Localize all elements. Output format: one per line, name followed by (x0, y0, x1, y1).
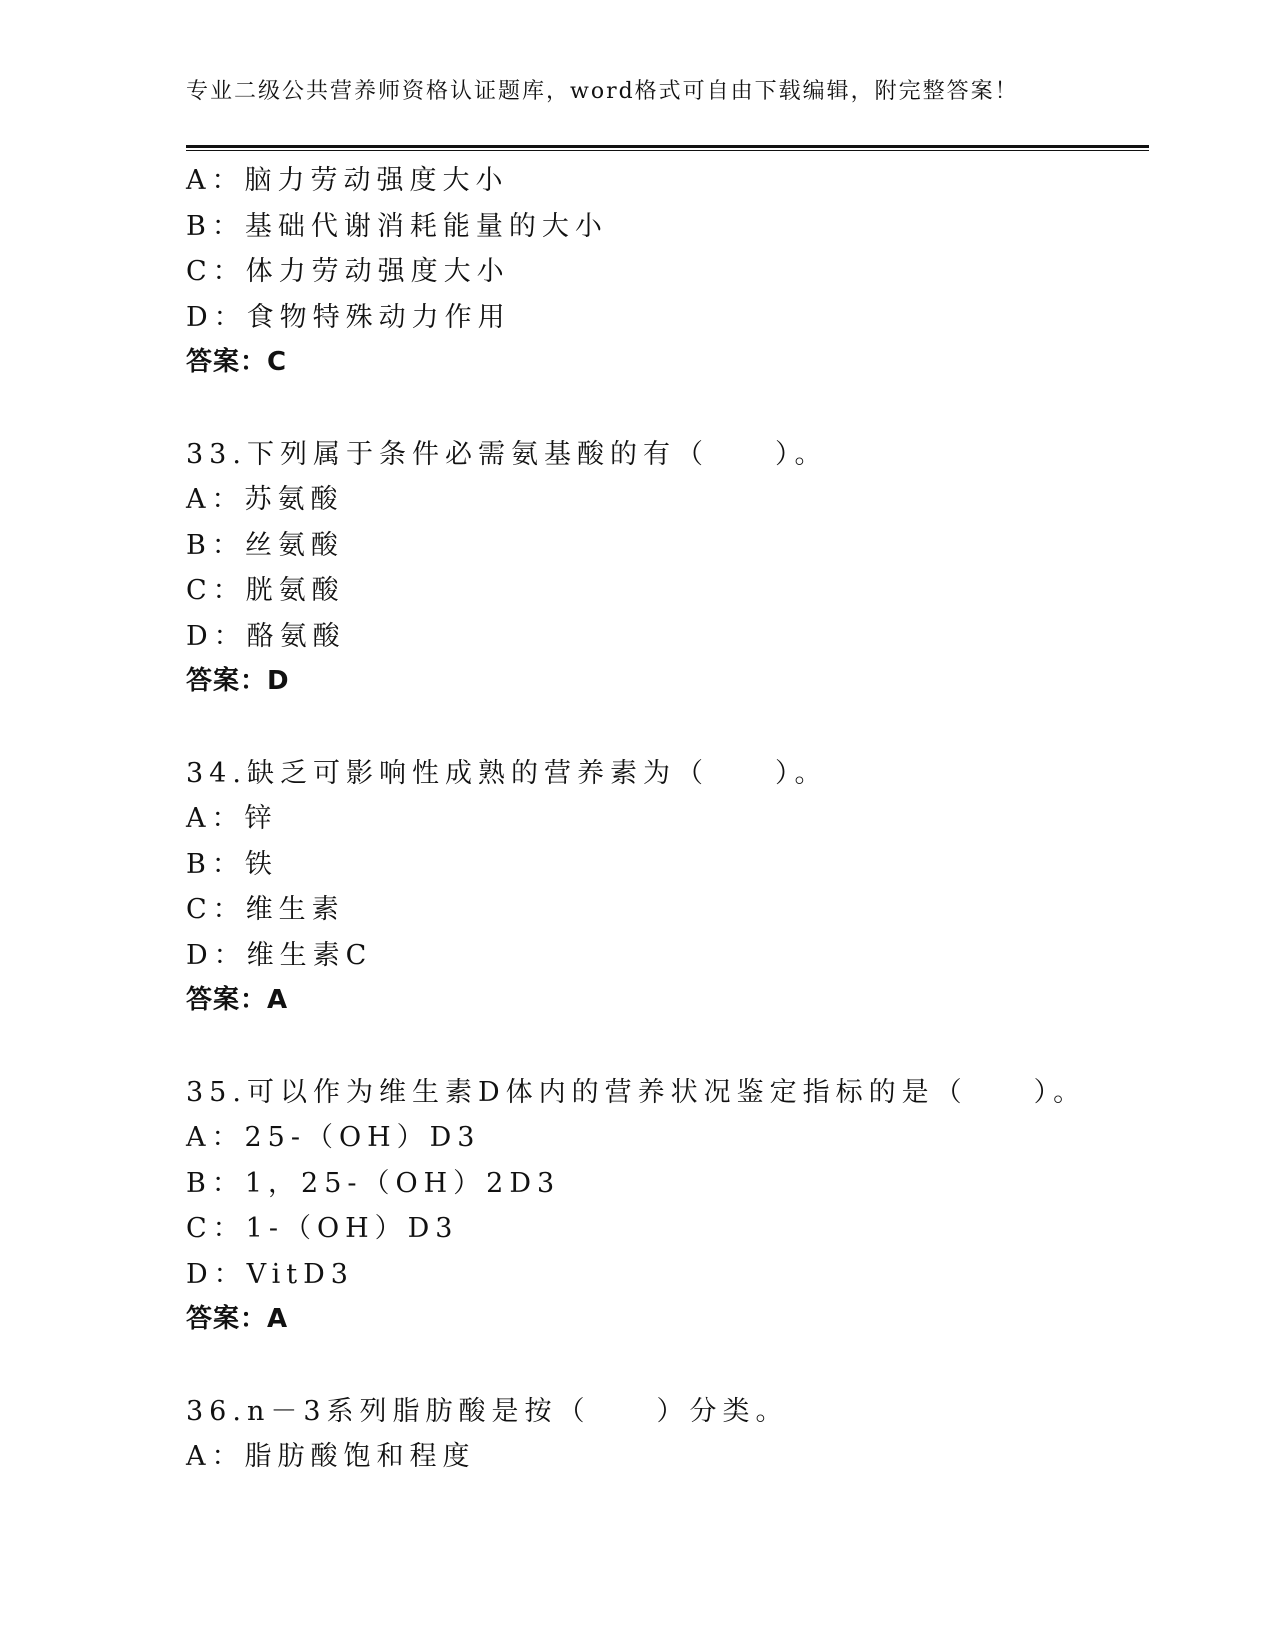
question-list (186, 158, 1146, 1480)
option-b: B：丝氨酸 (186, 529, 344, 561)
header-rule-thin (186, 150, 1149, 151)
option-a: A：苏氨酸 (186, 484, 344, 515)
question-block (186, 158, 1146, 386)
option-d: D：VitD3 (186, 1258, 354, 1290)
question-block (186, 1070, 1146, 1343)
question-text: 35.可以作为维生素D体内的营养状况鉴定指标的是（ ）。 (186, 1076, 1087, 1108)
option-a: A：脑力劳动强度大小 (186, 165, 509, 196)
question-block (186, 1389, 1146, 1480)
option-c: C：体力劳动强度大小 (186, 256, 510, 287)
page-header: 专业二级公共营养师资格认证题库，word格式可自由下载编辑，附完整答案！ (186, 79, 1019, 104)
answer: 答案：D (186, 666, 290, 696)
question-block (186, 432, 1146, 705)
question-text: 33.下列属于条件必需氨基酸的有（ ）。 (186, 438, 828, 470)
option-d: D：维生素C (186, 939, 373, 971)
answer: 答案：A (186, 1304, 289, 1334)
option-a: A：脂肪酸饱和程度 (186, 1441, 476, 1472)
option-c: C：胱氨酸 (186, 575, 345, 606)
answer: 答案：C (186, 347, 288, 377)
option-c: C：1-（OH）D3 (186, 1213, 459, 1244)
answer: 答案：A (186, 985, 289, 1015)
option-b: B：1，25-（OH）2D3 (186, 1167, 561, 1199)
question-text: 34.缺乏可影响性成熟的营养素为（ ）。 (186, 757, 828, 789)
option-a: A：锌 (186, 803, 278, 834)
option-c: C：维生素 (186, 894, 345, 925)
header-rule-thick (186, 145, 1149, 148)
option-a: A：25-（OH）D3 (186, 1122, 481, 1153)
question-text: 36.n－3系列脂肪酸是按（ ）分类。 (186, 1395, 789, 1427)
option-b: B：基础代谢消耗能量的大小 (186, 210, 608, 242)
option-d: D：酪氨酸 (186, 620, 346, 652)
option-d: D：食物特殊动力作用 (186, 301, 511, 333)
option-b: B：铁 (186, 848, 278, 880)
question-block (186, 751, 1146, 1024)
